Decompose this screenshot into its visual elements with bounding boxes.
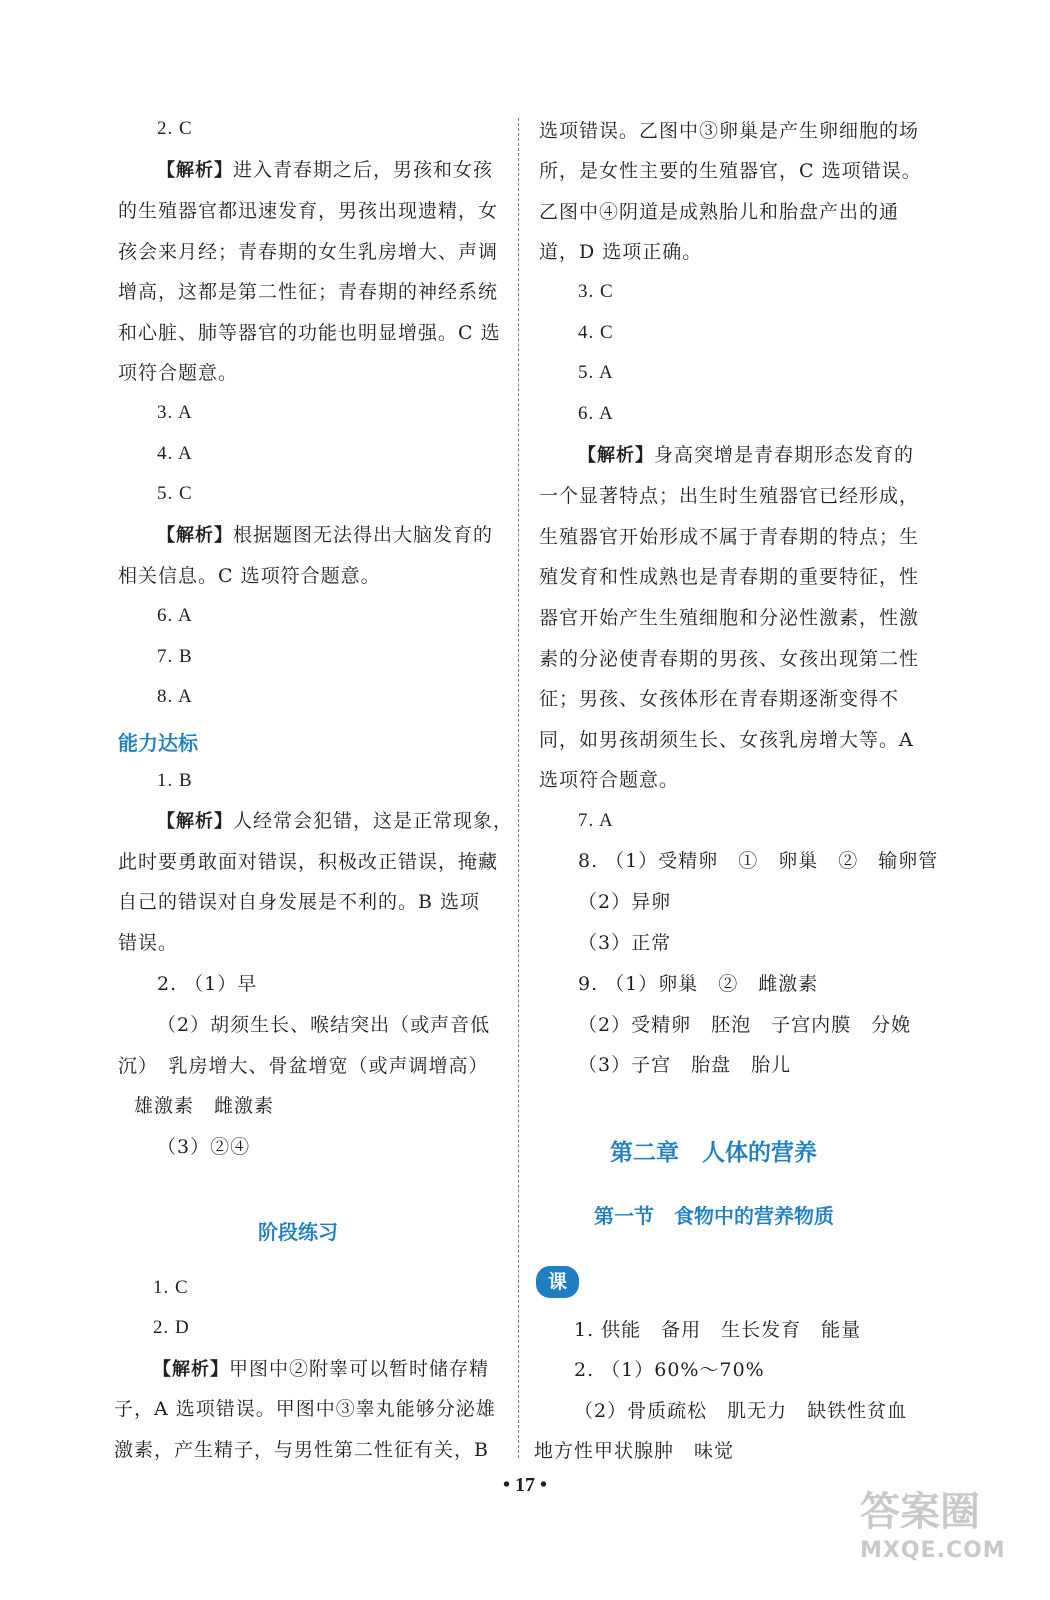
chapter-title: 第二章 人体的营养 [610,1140,817,1166]
analysis-tag: 【解析】 [157,811,233,832]
ability-answer-2: 2. （1）早 [157,973,258,995]
stage-answer-2: 2. D [153,1317,190,1338]
analysis-text: 相关信息。C 选项符合题意。 [118,565,381,587]
column-divider [518,118,519,1458]
analysis-line [157,520,493,551]
review-answer-2-2: （2）骨质疏松 肌无力 缺铁性贫血 [574,1400,908,1422]
answer-6: 6. A [157,605,193,626]
analysis-tag: 【解析】 [153,1359,229,1380]
review-answer-2-3: 地方性甲状腺肿 味觉 [534,1440,735,1462]
analysis-text: 素的分泌使青春期的男孩、女孩出现第二性 [539,648,920,670]
section-badge: 课前梳理 [536,1266,579,1298]
analysis-tag: 【解析】 [578,445,654,466]
stage-answer-3: 3. C [578,281,614,302]
analysis-tag: 【解析】 [157,525,233,546]
analysis-text: 此时要勇敢面对错误，积极改正错误，掩藏 [118,851,499,873]
analysis-text: 同，如男孩胡须生长、女孩乳房增大等。A [539,729,914,751]
stage-answer-4: 4. C [578,322,614,343]
review-answer-1: 1. 供能 备用 生长发育 能量 [574,1319,862,1341]
analysis-text: 道，D 选项正确。 [539,241,703,263]
ability-answer-2-2: （2）胡须生长、喉结突出（或声音低 [157,1014,491,1036]
analysis-text: 根据题图无法得出大脑发育的 [233,524,494,546]
analysis-text: 器官开始产生生殖细胞和分泌性激素，性激 [539,607,920,629]
ability-answer-2-2: 沉） 乳房增大、骨盆增宽（或声调增高） [118,1055,489,1077]
answer-7: 7. B [157,646,193,667]
stage-answer-8-3: （3）正常 [578,932,672,954]
analysis-text: 进入青春期之后，男孩和女孩 [233,159,494,181]
analysis-line [157,155,493,186]
analysis-text: 所，是女性主要的生殖器官，C 选项错误。 [539,160,922,182]
heading-ability: 能力达标 [118,731,198,755]
analysis-text: 甲图中②附睾可以暂时储存精 [229,1358,490,1380]
analysis-text: 自己的错误对自身发展是不利的。B 选项 [118,891,481,913]
stage-answer-8-2: （2）异卵 [578,891,672,913]
ability-answer-1: 1. B [157,770,193,791]
heading-stage: 阶段练习 [258,1220,338,1244]
analysis-line [157,806,513,837]
analysis-text: 征；男孩、女孩体形在青春期逐渐变得不 [539,688,900,710]
watermark-logo [860,1488,1010,1578]
analysis-text: 人经常会犯错，这是正常现象， [233,810,514,832]
stage-answer-8-1: 8. （1）受精卵 ① 卵巢 ② 输卵管 [578,850,939,872]
answer-4: 4. A [157,443,193,464]
stage-answer-5: 5. A [578,362,614,383]
analysis-tag: 【解析】 [157,160,233,181]
answer-8: 8. A [157,686,193,707]
stage-answer-9-2: （2）受精卵 胚泡 子宫内膜 分娩 [578,1014,912,1036]
analysis-text: 激素，产生精子，与男性第二性征有关，B [114,1439,489,1461]
page-number: • 17 • [502,1474,547,1496]
stage-answer-7: 7. A [578,810,614,831]
analysis-text: 错误。 [118,932,179,954]
analysis-text: 增高，这都是第二性征；青春期的神经系统 [118,281,499,303]
stage-answer-9-3: （3）子宫 胎盘 胎儿 [578,1054,792,1076]
section-title: 第一节 食物中的营养物质 [594,1204,834,1228]
analysis-text: 乙图中④阴道是成熟胎儿和胎盘产出的通 [539,201,900,223]
analysis-text: 和心脏、肺等器官的功能也明显增强。C 选 [118,322,501,344]
analysis-text: 选项错误。乙图中③卵巢是产生卵细胞的场 [539,120,920,142]
answer-2: 2. C [157,118,193,139]
analysis-line [578,440,914,471]
stage-answer-1: 1. C [153,1277,189,1298]
analysis-text: 子，A 选项错误。甲图中③睾丸能够分泌雄 [114,1398,496,1420]
analysis-text: 的生殖器官都迅速发育，男孩出现遗精，女 [118,200,499,222]
analysis-line [153,1354,489,1385]
ability-answer-2-2: 雄激素 雌激素 [134,1095,275,1117]
stage-answer-9-1: 9. （1）卵巢 ② 雌激素 [578,973,819,995]
analysis-text: 生殖器官开始形成不属于青春期的特点；生 [539,526,920,548]
review-answer-2-1: 2. （1）60%～70% [574,1359,765,1381]
analysis-text: 一个显著特点；出生时生殖器官已经形成， [539,485,920,507]
analysis-text: 身高突增是青春期形态发育的 [654,444,915,466]
watermark-text: 答案圈 [860,1489,980,1535]
stage-answer-6: 6. A [578,403,614,424]
analysis-text: 殖发育和性成熟也是青春期的重要特征，性 [539,566,920,588]
answer-3: 3. A [157,402,193,423]
analysis-text: 孩会来月经；青春期的女生乳房增大、声调 [118,241,499,263]
watermark-url: MXQE.COM [860,1538,1006,1563]
answer-5: 5. C [157,483,193,504]
analysis-text: 项符合题意。 [118,362,239,384]
ability-answer-2-3: （3）②④ [157,1136,251,1158]
analysis-text: 选项符合题意。 [539,769,680,791]
